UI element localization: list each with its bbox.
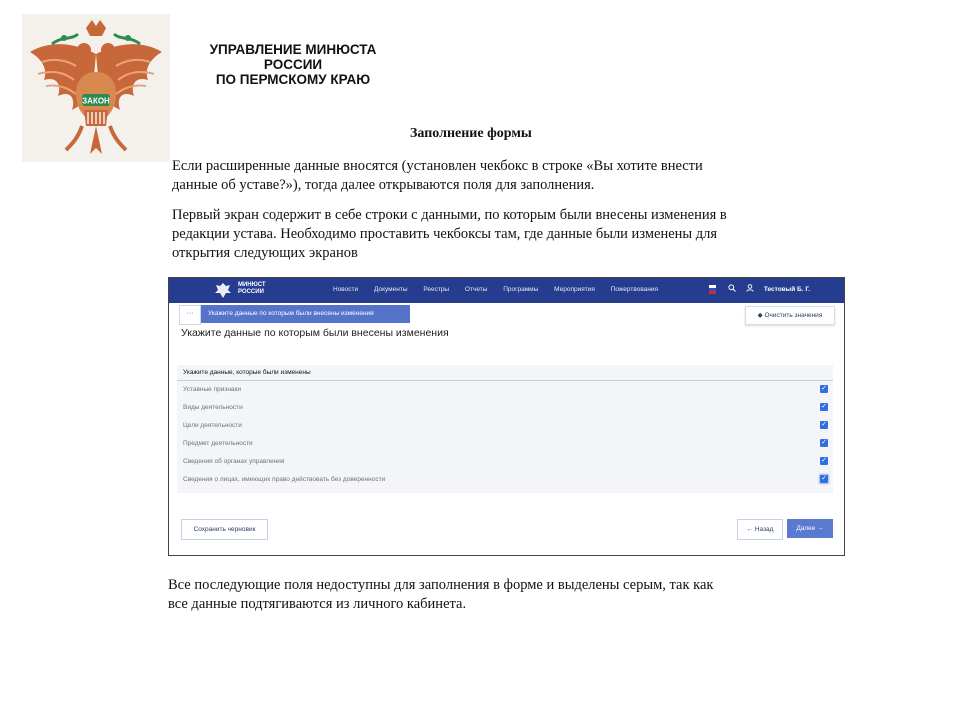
paragraph-line: все данные подтягиваются из личного кабинета. — [168, 596, 467, 612]
form-heading: Укажите данные по которым были внесены изменения — [181, 327, 449, 339]
ministry-emblem — [22, 14, 170, 162]
main-menu — [333, 286, 672, 293]
save-draft-button[interactable]: Сохранить черновик — [181, 519, 268, 540]
menu-item-reports[interactable]: Отчеты — [464, 286, 488, 293]
paragraph-line: редакции устава. Необходимо проставить чекбоксы там, где данные были изменены для — [172, 226, 718, 242]
section-title: Заполнение формы — [410, 126, 532, 141]
menu-item-programs[interactable]: Программы — [503, 286, 539, 293]
org-title-line2: РОССИИ — [263, 57, 323, 72]
authorized-persons-checkbox[interactable]: ✓ — [821, 475, 827, 482]
menu-item-registries[interactable]: Реестры — [423, 286, 450, 293]
brand-name[interactable] — [238, 282, 266, 296]
eraser-icon: ◆ — [757, 312, 765, 319]
organization-title — [180, 42, 406, 87]
form-screenshot — [168, 277, 845, 556]
paragraph-intro — [172, 157, 792, 195]
checkbox-label: Сведения о лицах, имеющих право действовать без доверенности — [183, 476, 386, 483]
checkbox-row — [183, 403, 828, 415]
user-icon[interactable] — [746, 284, 754, 294]
governing-bodies-checkbox[interactable]: ✓ — [821, 457, 827, 464]
clear-values-label: Очистить значения — [764, 312, 823, 319]
checkbox-row — [183, 421, 828, 433]
paragraph-line: Все последующие поля недоступны для заполнения в форме и выделены серым, так как — [168, 577, 714, 593]
menu-item-events[interactable]: Мероприятия — [554, 286, 595, 293]
menu-item-donations[interactable]: Пожертвования — [610, 286, 659, 293]
paragraph-first-screen — [172, 206, 802, 263]
breadcrumb-current-step[interactable]: Укажите данные по которым были внесены изменения — [201, 305, 410, 323]
menu-item-news[interactable]: Новости — [333, 286, 359, 293]
menu-item-documents[interactable]: Документы — [373, 286, 408, 293]
changed-data-panel — [177, 365, 833, 493]
paragraph-subsequent-fields — [168, 576, 808, 614]
back-button[interactable]: ← Назад — [737, 519, 783, 540]
org-title-line3: ПО ПЕРМСКОМУ КРАЮ — [215, 72, 371, 87]
panel-divider — [177, 380, 833, 381]
checkbox-label: Сведения об органах управления — [183, 458, 285, 465]
checkbox-label: Предмет деятельности — [183, 440, 253, 447]
top-navbar — [169, 278, 844, 303]
clear-values-button[interactable] — [745, 306, 835, 325]
activity-goals-checkbox[interactable]: ✓ — [821, 421, 827, 428]
brand-line1: МИНЮСТ — [238, 282, 266, 288]
statutory-features-checkbox[interactable]: ✓ — [821, 385, 827, 392]
checkbox-row — [183, 457, 828, 469]
brand-line2: РОССИИ — [238, 289, 264, 295]
search-icon[interactable] — [728, 284, 736, 294]
paragraph-line: данные об уставе?»), тогда далее открываются поля для заполнения. — [172, 177, 595, 193]
russia-flag-icon[interactable] — [709, 285, 716, 294]
navbar-right — [709, 284, 810, 294]
org-title-line1: УПРАВЛЕНИЕ МИНЮСТА — [209, 42, 377, 57]
breadcrumb-more-button[interactable]: ··· — [179, 305, 201, 325]
checkbox-row — [183, 439, 828, 451]
paragraph-line: Первый экран содержит в себе строки с данными, по которым были внесены изменения в — [172, 207, 727, 223]
checkbox-row — [183, 385, 828, 397]
checkbox-label: Цели деятельности — [183, 422, 242, 429]
activity-types-checkbox[interactable]: ✓ — [821, 403, 827, 410]
user-name[interactable]: Тестовый Б. Г. — [763, 285, 810, 293]
svg-text:ЗАКОН: ЗАКОН — [82, 96, 110, 106]
checkbox-label: Уставные признаки — [183, 386, 242, 393]
paragraph-line: Если расширенные данные вносятся (установлен чекбокс в строке «Вы хотите внести — [172, 158, 703, 174]
panel-title: Укажите данные, которые были изменены — [183, 369, 311, 376]
ministry-logo-icon — [213, 281, 233, 300]
checkbox-label: Виды деятельности — [183, 404, 243, 411]
checkbox-row — [183, 475, 828, 487]
next-button[interactable]: Далее → — [787, 519, 833, 538]
activity-subject-checkbox[interactable]: ✓ — [821, 439, 827, 446]
paragraph-line: открытия следующих экранов — [172, 245, 358, 261]
eagle-emblem-icon — [22, 14, 170, 162]
